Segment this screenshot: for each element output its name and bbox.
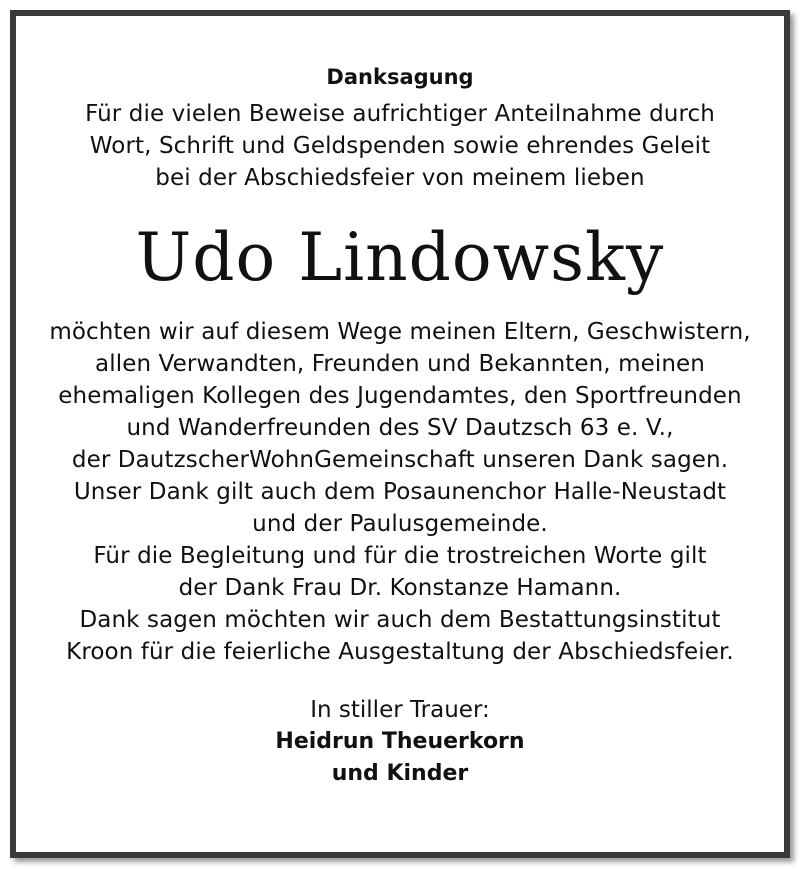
thanks-line: Für die Begleitung und für die trostreichen Worte gilt <box>93 543 707 569</box>
closing-block <box>16 694 784 790</box>
intro-paragraph <box>16 98 784 194</box>
thanks-line: der Dank Frau Dr. Konstanze Hamann. <box>178 575 622 601</box>
intro-line: Für die vielen Beweise aufrichtiger Anteilnahme durch <box>85 101 715 127</box>
signer-extra: und Kinder <box>331 761 469 786</box>
thanks-line: ehemaligen Kollegen des Jugendamtes, den Sportfreunden <box>58 383 742 409</box>
thanks-line: allen Verwandten, Freunden und Bekannten, meinen <box>95 351 705 377</box>
thanks-line: und der Paulusgemeinde. <box>252 511 548 537</box>
obituary-content <box>16 64 784 790</box>
intro-line: Wort, Schrift und Geldspenden sowie ehrendes Geleit <box>89 133 711 159</box>
thanks-paragraph <box>16 316 784 668</box>
thanks-line: Unser Dank gilt auch dem Posaunenchor Halle-Neustadt <box>73 479 727 505</box>
closing-phrase: In stiller Trauer: <box>310 697 490 723</box>
thanks-line: und Wanderfreunden des SV Dautzsch 63 e. V., <box>126 415 674 441</box>
thanks-line: Kroon für die feierliche Ausgestaltung der Abschiedsfeier. <box>66 639 734 665</box>
thanks-line: möchten wir auf diesem Wege meinen Eltern, Geschwistern, <box>49 319 751 345</box>
deceased-name: Udo Lindowsky <box>135 219 665 296</box>
intro-line: bei der Abschiedsfeier von meinem lieben <box>155 165 645 191</box>
thanks-line: der DautzscherWohnGemeinschaft unseren Dank sagen. <box>71 447 729 473</box>
signer-name: Heidrun Theuerkorn <box>275 729 525 754</box>
obituary-frame <box>10 10 790 858</box>
obituary-heading: Danksagung <box>326 65 474 89</box>
thanks-line: Dank sagen möchten wir auch dem Bestattungsinstitut <box>79 607 721 633</box>
